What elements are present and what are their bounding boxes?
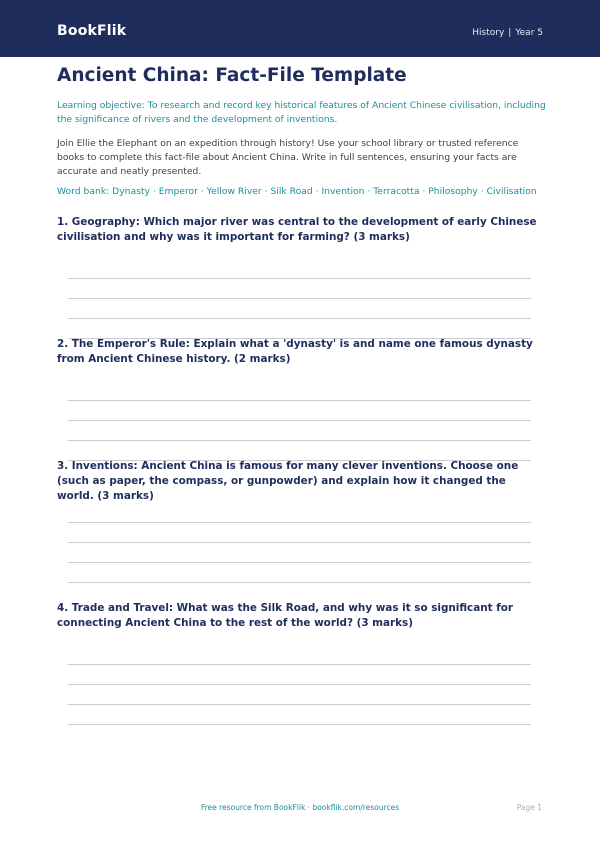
question-4: 4. Trade and Travel: What was the Silk Road, and why was it so significant for connecting Ancient China to the rest of the world? (3 marks) [57, 602, 513, 629]
subject-year-label [472, 28, 543, 38]
question-2: 2. The Emperor's Rule: Explain what a 'dynasty' is and name one famous dynasty from Ancient Chinese history. (2 marks) [57, 338, 533, 365]
word-bank: Word bank: Dynasty · Emperor · Yellow River · Silk Road · Invention · Terracotta · Philosophy · Civilisation [57, 186, 537, 197]
answer-line[interactable] [68, 318, 531, 319]
answer-line[interactable] [68, 542, 531, 543]
intro-text: Join Ellie the Elephant on an expedition through history! Use your school library or trusted reference books to complete this fact-file about Ancient China. Write in full sentences, ensuring your facts are accurate and neatly presented. [57, 138, 519, 177]
footer-resource-link[interactable]: Free resource from BookFlik · bookflik.com/resources [200, 803, 400, 812]
answer-line[interactable] [68, 400, 531, 401]
answer-line[interactable] [68, 724, 531, 725]
page-number: Page 1 [516, 803, 542, 812]
page-title: Ancient China: Fact-File Template [57, 65, 407, 86]
brand-logo[interactable]: BookFlik [57, 23, 127, 39]
answer-line[interactable] [68, 440, 531, 441]
year-label: Year 5 [515, 28, 543, 38]
subject-label: History [472, 28, 505, 38]
header-separator: | [508, 28, 512, 38]
answer-line[interactable] [68, 562, 531, 563]
question-1: 1. Geography: Which major river was central to the development of early Chinese civilisation and why was it important for farming? (3 marks) [57, 216, 537, 243]
question-3: 3. Inventions: Ancient China is famous for many clever inventions. Choose one (such as paper, the compass, or gunpowder) and explain how it changed the world. (3 marks) [57, 460, 519, 502]
answer-line[interactable] [68, 684, 531, 685]
learning-objective: Learning objective: To research and record key historical features of Ancient Chinese civilisation, including the significance of rivers and the development of inventions. [57, 100, 546, 125]
answer-line[interactable] [68, 420, 531, 421]
answer-line[interactable] [68, 522, 531, 523]
answer-line[interactable] [68, 278, 531, 279]
answer-line[interactable] [68, 582, 531, 583]
page-header [0, 0, 600, 57]
answer-line[interactable] [68, 704, 531, 705]
answer-line[interactable] [68, 298, 531, 299]
answer-line[interactable] [68, 664, 531, 665]
